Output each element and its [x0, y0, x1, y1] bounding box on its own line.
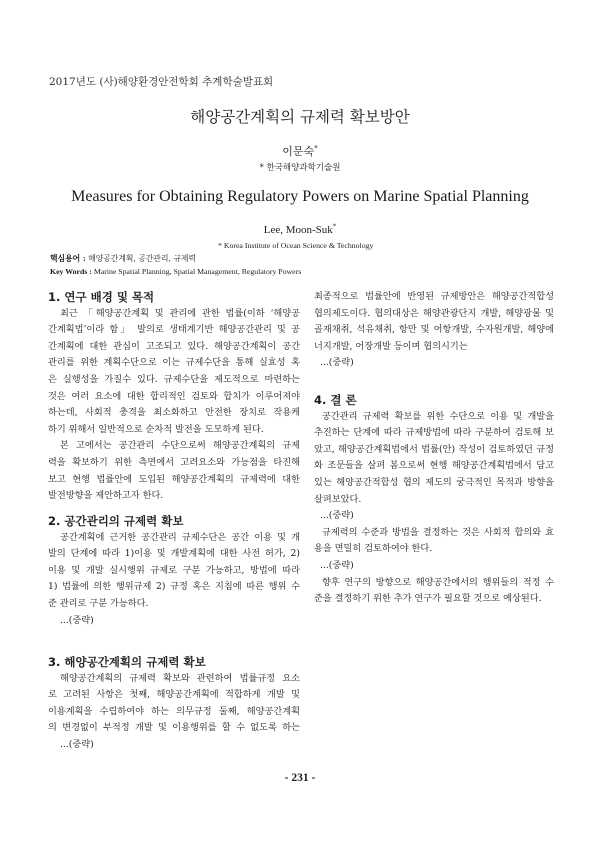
text-line: 협의제도이다. 협의대상은 해양관광단지 개발, 해양광물 및: [314, 307, 554, 319]
text-line: 있는 해양공간적합성 협의 제도의 궁극적인 목적과 방향을: [314, 476, 554, 488]
text-line: 력을 확보하기 위한 측면에서 고려요소와 가능점을 타진해: [48, 456, 300, 468]
section-heading: 1. 연구 배경 및 목적: [48, 290, 155, 304]
text-line: 최종적으로 법률안에 반영된 규제방안은 해양공간적합성: [314, 291, 554, 302]
paragraph: [314, 525, 554, 558]
text-line: 로 고려된 사항은 첫째, 해양공간계획에 적합하게 개발 및: [48, 689, 300, 701]
text-line: 추진하는 단계에 따라 규제방법에 따라 구분하여 검토해 보: [314, 427, 554, 439]
omission-note: ...(중략): [320, 357, 354, 369]
omission-note: ...(중략): [320, 559, 354, 571]
text-line: 보고 현행 법률안에 도입된 해양공간계획의 규제력에 대한: [48, 473, 300, 485]
text-line: 관리를 위한 계획수단으로 이는 규제수단을 통해 실효성 혹: [48, 357, 300, 369]
affiliation-ko: * 한국해양과학기술원: [259, 163, 341, 173]
keywords-en-value: Marine Spatial Planning, Spatial Management, Regulatory Powers: [91, 267, 302, 276]
affiliation-en: * Korea Institute of Ocean Science & Technology: [218, 241, 374, 250]
omission-note: ...(중략): [320, 510, 354, 522]
section-heading: 3. 해양공간계획의 규제력 확보: [48, 655, 206, 669]
omission-note: ...(중략): [60, 614, 94, 626]
paragraph: [48, 306, 300, 439]
author-mark-en: *: [332, 222, 337, 231]
paper-title-en: Measures for Obtaining Regulatory Powers on Marine Spatial Planning: [71, 188, 529, 205]
author-name-en: Lee, Moon-Suk: [263, 224, 333, 236]
text-line: 준 관리로 구분 가능하다.: [48, 597, 149, 609]
text-line: 살펴보았다.: [314, 493, 362, 505]
paragraph: [314, 575, 554, 608]
text-line: 준을 결정하기 위한 추가 연구가 필요할 것으로 예상된다.: [314, 593, 542, 605]
text-line: 것은 여러 요소에 대한 합리적인 검토와 합치가 이루어져야: [48, 390, 300, 402]
text-line: 발전방향을 제안하고자 한다.: [48, 490, 164, 502]
text-line: 간계획에 대한 관심이 고조되고 있다. 해양공간계획이 공간: [48, 340, 300, 352]
keywords-en: [50, 266, 301, 278]
author-en: [0, 223, 600, 237]
keywords-ko-label: 핵심용어 :: [50, 254, 86, 263]
text-line: 1) 법률에 의한 행위규제 2) 규정 혹은 지침에 따른 행위 수: [48, 581, 300, 593]
text-line: 간계획법’이라 함」 발의로 생태계기반 해양공간관리 및 공: [48, 324, 300, 336]
conference-header: 2017년도 (사)해양환경안전학회 추계학술발표회: [49, 76, 274, 88]
text-line: 너지개발, 어장개발 등이며 협의시기는: [314, 340, 468, 352]
section-heading: 2. 공간관리의 규제력 확보: [48, 514, 184, 528]
page-number: - 231 -: [284, 772, 316, 784]
keywords-en-label: Key Words :: [50, 267, 92, 276]
text-line: 공간계획에 근거한 공간관리 규제수단은 공간 이용 및 개: [60, 531, 300, 543]
section-heading: 4. 결 론: [314, 393, 357, 407]
section-3: [48, 654, 300, 754]
section-3-continued: [314, 289, 554, 372]
text-line: 의 변경없이 부적정 개발 및 이용행위를 할 수 없도록 하는: [48, 722, 300, 734]
text-line: 해양공간계획의 규제력 확보와 관련하여 법률규정 요소: [60, 672, 300, 684]
paragraph: [314, 289, 554, 355]
text-line: 았고, 해양공간계획법에서 법률(안) 작성이 검토하였던 규정: [314, 443, 554, 455]
author-mark-ko: *: [314, 144, 318, 153]
text-line: 이용 및 개발 실시행위 규제로 구분 가능하고, 방법에 따라: [48, 564, 300, 576]
text-line: 이용계획을 수립하여야 하는 의무규정 둘째, 해양공간계획: [48, 705, 300, 717]
paragraph: [48, 438, 300, 504]
author-ko: [0, 145, 600, 159]
text-line: 용을 면밀히 검토하여야 한다.: [314, 543, 433, 555]
text-line: 하기 위해서 일반적으로 순차적 발전을 도모하게 된다.: [48, 423, 264, 435]
text-line: 발의 단계에 따라 1)이용 및 개발계획에 대한 사전 허가, 2): [48, 548, 300, 560]
text-line: 최근 「해양공간계획 및 관리에 관한 법률(이하 ‘해양공: [60, 307, 300, 319]
author-name-ko: 이문숙: [282, 145, 315, 158]
paragraph: [48, 671, 300, 737]
text-line: 골재채취, 석유채취, 항만 및 어항개발, 수자원개발, 해양에: [314, 324, 554, 336]
keywords-ko: [50, 253, 196, 265]
paragraph: [48, 530, 300, 613]
section-2: [48, 513, 300, 629]
text-line: 화 조문들을 살펴 봄으로써 현행 해양공간계획법에서 담고: [314, 460, 554, 472]
omission-note: ...(중략): [60, 738, 94, 750]
text-line: 공간관리 규제력 확보를 위한 수단으로 이용 및 개발을: [322, 410, 554, 422]
text-line: 하는데, 사회적 충격을 최소화하고 안전한 장치로 작용케: [48, 407, 300, 419]
keywords-ko-value: 해양공간계획, 공간관리, 규제력: [85, 254, 197, 263]
text-line: 규제력의 수준과 방법을 결정하는 것은 사회적 합의와 효: [322, 526, 554, 538]
text-line: 은 실행성을 가질수 있다. 규제수단을 제도적으로 마련하는: [48, 373, 300, 385]
text-line: 향후 연구의 방향으로 해양공간에서의 행위들의 적정 수: [322, 576, 554, 588]
section-1: [48, 289, 300, 505]
section-4: [314, 392, 554, 608]
text-line: 본 고에서는 공간관리 수단으로써 해양공간계획의 규제: [60, 440, 300, 452]
paragraph: [314, 409, 554, 509]
paper-title-ko: 해양공간계획의 규제력 확보방안: [190, 108, 410, 126]
